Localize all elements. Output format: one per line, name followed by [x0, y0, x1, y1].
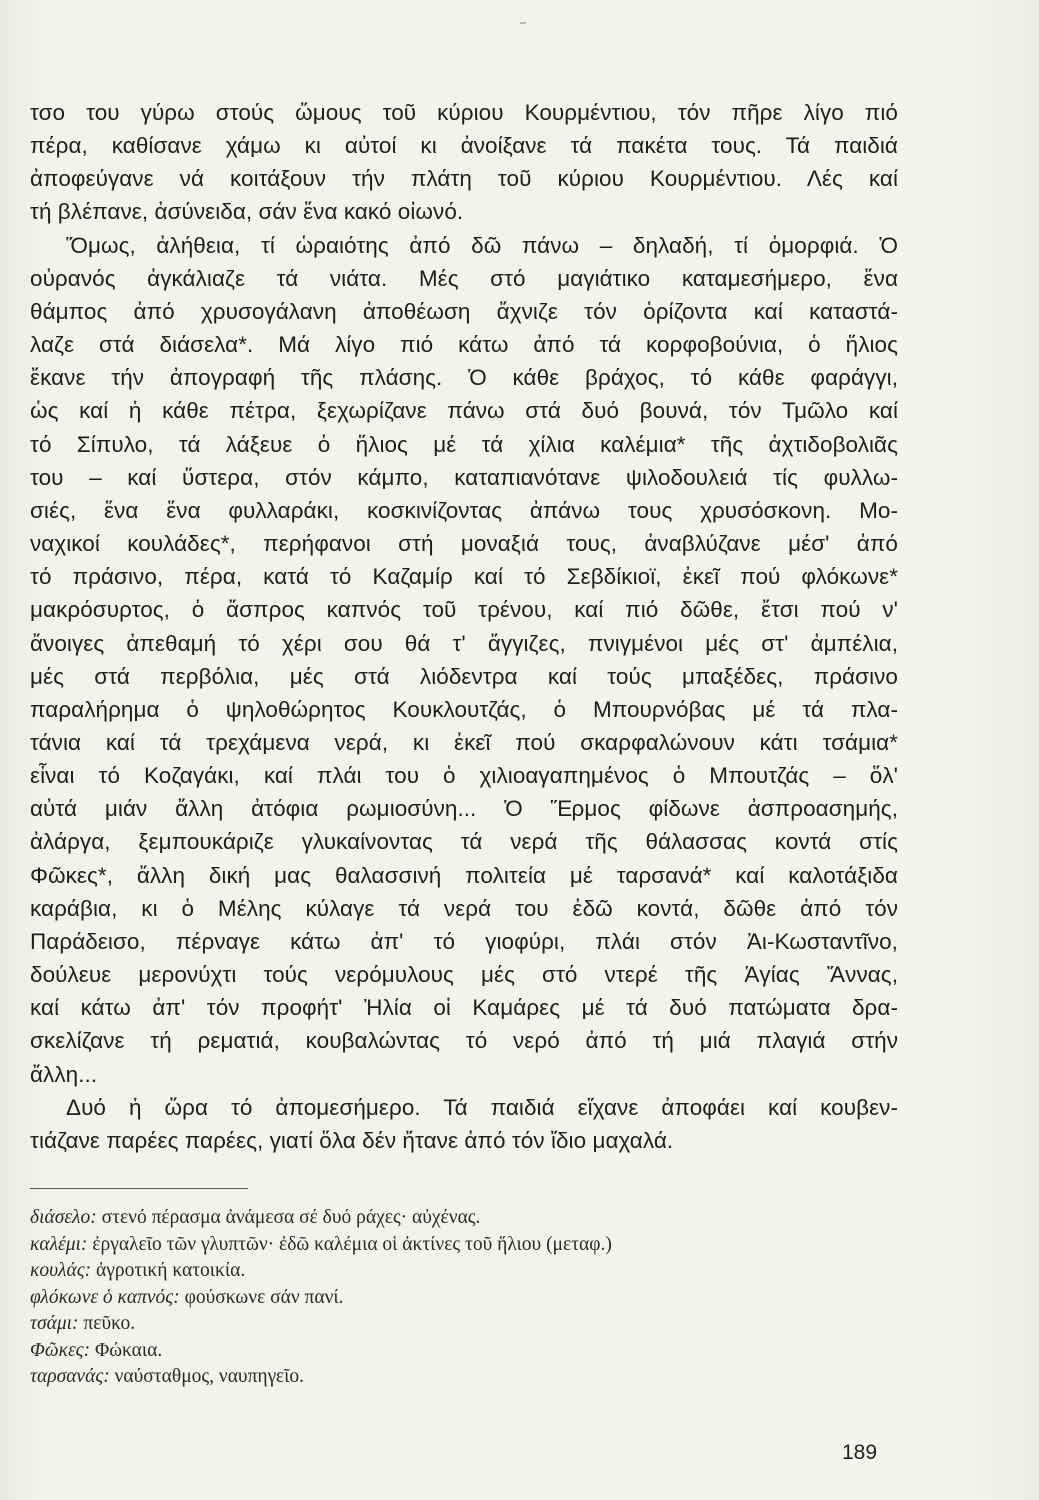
- text-line: του – καί ὕστερα, στόν κάμπο, καταπιανότανε ψιλοδουλειά τίς φυλλω-: [30, 464, 898, 490]
- text-line: καί κάτω ἀπ' τόν προφήτ' Ἠλία οἱ Καμάρες μέ τά δυό πατώματα δρα-: [30, 995, 898, 1021]
- text-line: θάμπος ἀπό χρυσογάλανη ἀποθέωση ἄχνιζε τόν ὁρίζοντα καί καταστά-: [30, 298, 898, 324]
- text-line: Φῶκες*, ἄλλη δική μας θαλασσινή πολιτεία μέ ταρσανά* καί καλοτάξιδα: [30, 862, 898, 888]
- footnote-term: κουλάς:: [30, 1260, 92, 1281]
- text-line: τάνια καί τά τρεχάμενα νερά, κι ἐκεῖ πού σκαρφαλώνουν κάτι τσάμια*: [30, 729, 898, 755]
- text-line: Παράδεισο, πέρναγε κάτω ἀπ' τό γιοφύρι, πλάι στόν Ἀι-Κωσταντῖνο,: [30, 928, 898, 954]
- page-number: 189: [842, 1441, 878, 1464]
- text-line: παραλήρημα ὁ ψηλοθώρητος Κουκλουτζάς, ὁ Μπουρνόβας μέ τά πλα-: [30, 696, 898, 722]
- text-line: τή βλέπανε, ἀσύνειδα, σάν ἕνα κακό οἰωνό.: [30, 199, 464, 225]
- footnote-term: φλόκωνε ὁ καπνός:: [30, 1286, 180, 1308]
- text-line: τό Σίπυλο, τά λάξευε ὁ ἥλιος μέ τά χίλια καλέμια* τῆς ἀχτιδοβολιᾶς: [30, 431, 898, 457]
- footnotes: [30, 1205, 910, 1391]
- text-line: ἄνοιγες ἀπεθαμή τό χέρι σου θά τ' ἄγγιζες, πνιγμένοι μές στ' ἀμπέλια,: [30, 630, 898, 656]
- text-line: σκελίζανε τή ρεματιά, κουβαλώντας τό νερό ἀπό τή μιά πλαγιά στήν: [30, 1028, 898, 1054]
- text-line: τό πράσινο, πέρα, κατά τό Καζαμίρ καί τό Σεβδίκιοϊ, ἐκεῖ πού φλόκωνε*: [30, 564, 898, 590]
- footnote-definition: πεῦκο.: [83, 1313, 136, 1334]
- text-line: καράβια, κι ὁ Μέλης κύλαγε τά νερά του ἐδῶ κοντά, δῶθε ἀπό τόν: [30, 895, 898, 921]
- text-line: ὡς καί ἡ κάθε πέτρα, ξεχωρίζανε πάνω στά δυό βουνά, τόν Τμῶλο καί: [30, 398, 898, 424]
- footnote: [30, 1258, 910, 1285]
- text-line: εἶναι τό Κοζαγάκι, καί πλάι του ὁ χιλιοαγαπημένος ὁ Μπουτζάς – ὅλ': [30, 763, 898, 789]
- text-line: αὐτά μιάν ἄλλη ἀτόφια ρωμιοσύνη... Ὁ Ἕρμος φίδωνε ἀσπροασημής,: [30, 796, 898, 822]
- text-line: τσο του γύρω στούς ὤμους τοῦ κύριου Κουρμέντιου, τόν πῆρε λίγο πιό: [30, 100, 898, 125]
- text-line: ἄλλη...: [30, 1061, 98, 1087]
- text-line: τιάζανε παρέες παρέες, γιατί ὅλα δέν ἤτανε ἀπό τόν ἴδιο μαχαλά.: [30, 1127, 674, 1153]
- footnote-definition: ἀγροτική κατοικία.: [96, 1260, 246, 1281]
- footnote-definition: φούσκωνε σάν πανί.: [184, 1286, 344, 1308]
- footnote-term: καλέμι:: [30, 1233, 88, 1255]
- footnote: [30, 1232, 910, 1259]
- footnote-definition: στενό πέρασμα ἀνάμεσα σέ δυό ράχες· αὐχένας.: [101, 1207, 481, 1228]
- footnote-term: τσάμι:: [30, 1313, 79, 1334]
- text-line: δούλευε μερονύχτι τούς νερόμυλους μές στό ντερέ τῆς Ἁγίας Ἄννας,: [30, 962, 898, 988]
- text-line: πέρα, καθίσανε χάμω κι αὐτοί κι ἀνοίξανε τά πακέτα τους. Τά παιδιά: [30, 133, 898, 159]
- footnote-term: Φῶκες:: [30, 1339, 91, 1361]
- text-line: σιές, ἕνα ἕνα φυλλαράκι, κοσκινίζοντας ἀπάνω τους χρυσόσκονη. Μο-: [30, 497, 898, 523]
- scan-speck: [520, 22, 526, 24]
- footnote: [30, 1311, 910, 1338]
- footnote-term: ταρσανάς:: [30, 1366, 110, 1387]
- footnote-definition: ναύσταθμος, ναυπηγεῖο.: [114, 1366, 304, 1387]
- footnote: [30, 1338, 910, 1365]
- text-line: οὐρανός ἀγκάλιαζε τά νιάτα. Μές στό μαγιάτικο καταμεσήμερο, ἕνα: [30, 265, 898, 291]
- footnote: [30, 1364, 910, 1391]
- text-line: Ὅμως, ἀλήθεια, τί ὡραιότης ἀπό δῶ πάνω – δηλαδή, τί ὁμορφιά. Ὁ: [66, 232, 898, 258]
- text-line: λαζε στά διάσελα*. Μά λίγο πιό κάτω ἀπό τά κορφοβούνια, ὁ ἥλιος: [30, 332, 898, 358]
- text-line: μές στά περβόλια, μές στά λιόδεντρα καί τούς μπαξέδες, πράσινο: [30, 663, 898, 689]
- footnote: [30, 1285, 910, 1312]
- text-line: ἀλάργα, ξεμπουκάριζε γλυκαίνοντας τά νερά τῆς θάλασσας κοντά στίς: [30, 829, 898, 855]
- footnote: [30, 1205, 910, 1232]
- text-line: ναχικοί κουλάδες*, περήφανοι στή μοναξιά τους, ἀναβλύζανε μέσ' ἀπό: [30, 531, 898, 557]
- footnote-separator: [30, 1188, 248, 1189]
- text-line: ἔκανε τήν ἀπογραφή τῆς πλάσης. Ὁ κάθε βράχος, τό κάθε φαράγγι,: [30, 365, 898, 391]
- body-text: [30, 96, 898, 1157]
- text-line: μακρόσυρτος, ὁ ἄσπρος καπνός τοῦ τρένου, καί πιό δῶθε, ἔτσι πού ν': [30, 597, 898, 623]
- text-line: Δυό ἡ ὥρα τό ἀπομεσήμερο. Τά παιδιά εἴχανε ἀποφάει καί κουβεν-: [66, 1094, 898, 1120]
- footnote-definition: Φώκαια.: [94, 1339, 163, 1361]
- footnote-definition: ἐργαλεῖο τῶν γλυπτῶν· ἐδῶ καλέμια οἱ ἀκτίνες τοῦ ἥλιου (μεταφ.): [92, 1233, 612, 1255]
- text-line: ἀποφεύγανε νά κοιτάξουν τήν πλάτη τοῦ κύριου Κουρμέντιου. Λές καί: [30, 166, 898, 192]
- footnote-term: διάσελο:: [30, 1207, 97, 1228]
